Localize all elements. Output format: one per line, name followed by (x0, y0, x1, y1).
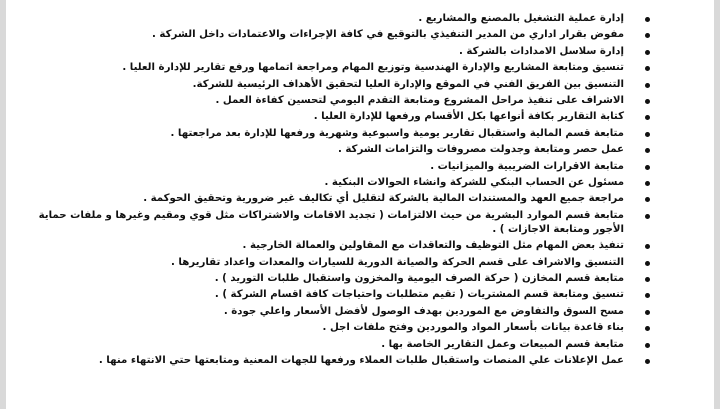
list-item (20, 45, 652, 59)
bullet-icon (645, 50, 650, 55)
duties-list (20, 12, 652, 370)
list-item-text: الاشراف على تنفيذ مراحل المشروع ومتابعة التقدم اليومي لتحسين كفاءة العمل . (215, 94, 624, 106)
list-item-text: بناء قاعدة بيانات بأسعار المواد والموردين وفتح ملفات اجل . (322, 322, 624, 334)
list-item-text: مسح السوق والتفاوض مع الموردين بهدف الوصول لأفضل الأسعار واعلي جودة . (223, 305, 624, 317)
list-item (20, 192, 652, 206)
bullet-icon (645, 148, 650, 153)
list-item (20, 288, 652, 302)
list-item-text: مسئول عن الحساب البنكي للشركة وانشاء الحوالات البنكية . (324, 176, 624, 188)
page-edge-left (0, 0, 6, 409)
list-item-text: إدارة سلاسل الامدادات بالشركة . (458, 45, 624, 57)
bullet-icon (645, 293, 650, 298)
list-item (20, 78, 652, 92)
list-item-text: متابعة الاقرارات الضريبية والميزانيات . (430, 160, 624, 172)
list-item (20, 28, 652, 42)
bullet-icon (645, 359, 650, 364)
bullet-icon (645, 277, 650, 282)
bullet-icon (645, 83, 650, 88)
list-item-text: عمل حصر ومتابعة وجدولت مصروفات والتزامات الشركة . (337, 144, 624, 156)
bullet-icon (645, 115, 650, 120)
list-item (20, 305, 652, 319)
list-item-text: تنسيق ومتابعة المشاريع والإدارة الهندسية وتوزيع المهام ومراجعة اتمامها ورفع تقارير للإدارة العليا . (122, 62, 624, 74)
page-edge-right (714, 0, 720, 409)
list-item (20, 143, 652, 157)
list-item (20, 239, 652, 253)
list-item (20, 209, 652, 237)
list-item (20, 256, 652, 270)
bullet-icon (645, 214, 650, 219)
bullet-icon (645, 17, 650, 22)
bullet-icon (645, 132, 650, 137)
list-item-text: متابعة قسم المبيعات وعمل التقارير الخاصة بها . (381, 338, 624, 350)
bullet-icon (645, 343, 650, 348)
bullet-icon (645, 197, 650, 202)
bullet-icon (645, 326, 650, 331)
list-item (20, 12, 652, 26)
list-item-text: مفوض بقرار اداري من المدير التنفيذي بالتوقيع في كافة الإجراءات والاعتمادات داخل الشركة . (152, 29, 624, 41)
bullet-icon (645, 99, 650, 104)
list-item-text: التنسيق بين الفريق الفني في الموقع والإدارة العليا لتحقيق الأهداف الرئيسية للشركة. (192, 78, 624, 90)
list-item-text: التنسيق والاشراف على قسم الحركة والصيانة الدورية للسيارات والمعدات واعداد تقاريرها . (170, 256, 624, 268)
list-item (20, 110, 652, 124)
bullet-icon (645, 181, 650, 186)
list-item (20, 272, 652, 286)
list-item (20, 338, 652, 352)
list-item-text: كتابة التقارير بكافة أنواعها بكل الأقسام ورفعها للإدارة العليا . (313, 111, 624, 123)
list-item-text: متابعة قسم الموارد البشرية من حيث الالتزامات ( تجديد الاقامات والاشتراكات مثل قوي ومقيم وغيرها و ملفات حماية الأجور ومتابعة الاجازات ) . (38, 209, 624, 235)
bullet-icon (645, 310, 650, 315)
list-item (20, 127, 652, 141)
list-item-text: متابعة قسم المالية واستقبال تقارير يومية واسبوعية وشهرية ورفعها للإدارة بعد مراجعتها . (170, 127, 624, 139)
bullet-icon (645, 165, 650, 170)
bullet-icon (645, 261, 650, 266)
list-item (20, 160, 652, 174)
list-item (20, 354, 652, 368)
list-item-text: مراجعة جميع العهد والمستندات المالية بالشركة لتقليل أي تكاليف غير ضرورية وتحقيق الحوكمة . (143, 193, 624, 205)
list-item (20, 176, 652, 190)
list-item (20, 321, 652, 335)
list-item-text: إدارة عملية التشغيل بالمصنع والمشاريع . (418, 13, 624, 24)
list-item-text: متابعة قسم المخازن ( حركة الصرف اليومية والمخزون واستقبال طلبات التوريد ) . (214, 272, 624, 284)
bullet-icon (645, 33, 650, 38)
list-item (20, 94, 652, 108)
list-item-text: تنسيق ومتابعة قسم المشتريات ( تقيم متطلبات واحتياجات كافة اقسام الشركة ) . (214, 289, 624, 301)
list-item-text: تنفيذ بعض المهام مثل التوظيف والتعاقدات مع المقاولين والعمالة الخارجية . (242, 240, 624, 252)
bullet-icon (645, 66, 650, 71)
bullet-icon (645, 244, 650, 249)
list-item (20, 61, 652, 75)
list-item-text: عمل الإعلانات علي المنصات واستقبال طلبات العملاء ورفعها للجهات المعنية ومتابعتها حتي الانتهاء منها . (98, 354, 624, 366)
